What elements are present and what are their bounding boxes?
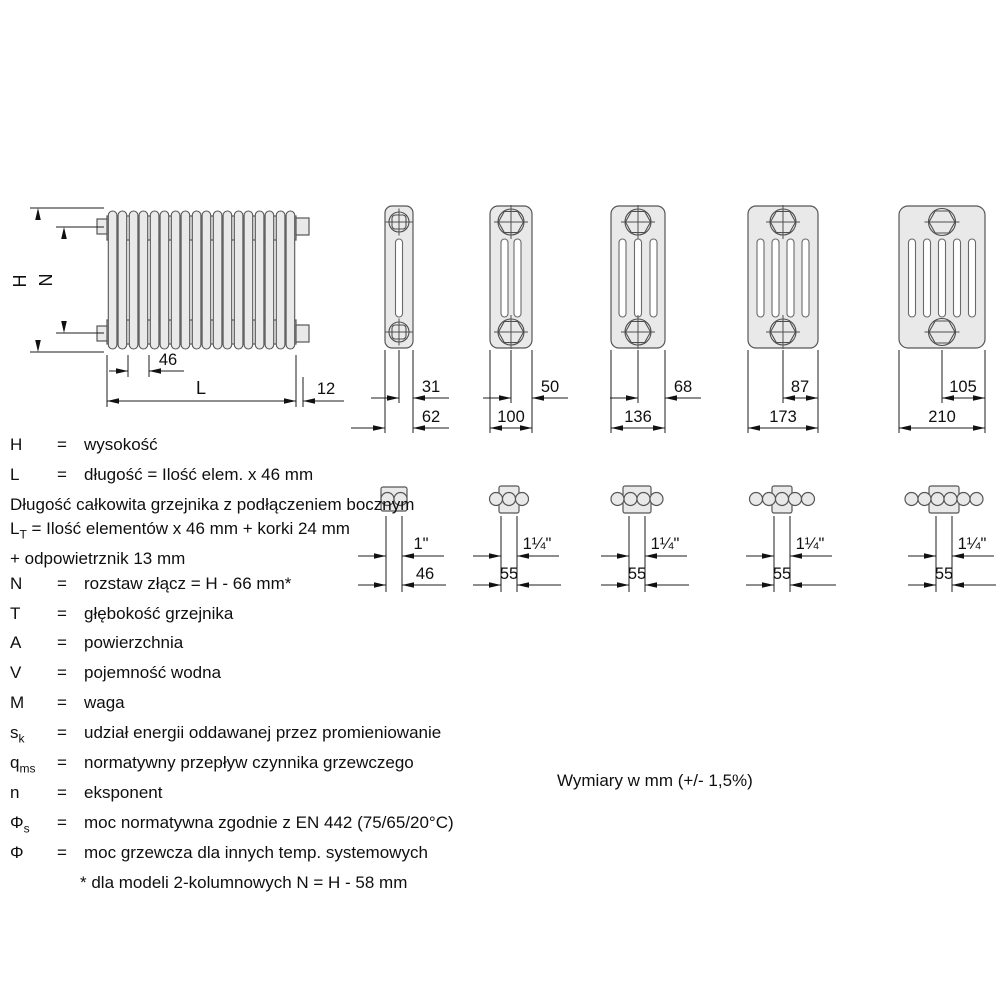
legend-equals: = <box>57 782 67 802</box>
legend-row-V <box>0 661 540 691</box>
symbols-legend <box>0 433 540 895</box>
legend-desc: udział energii oddawanej przez promieniowanie <box>84 723 442 743</box>
legend-row-M <box>0 691 540 721</box>
top-view-5-pitch-label: 55 <box>934 565 954 583</box>
legend-symbol: T <box>10 603 21 623</box>
legend-row-air-vent <box>0 547 540 572</box>
legend-desc: powierzchnia <box>84 633 184 653</box>
legend-text: = Ilość elementów x 46 mm + korki 24 mm <box>26 519 350 539</box>
top-view-1-pitch-label: 46 <box>415 565 435 583</box>
legend-row-phi-s <box>0 811 540 841</box>
legend-symbol: n <box>10 782 20 802</box>
side-extension-label: 12 <box>316 380 336 398</box>
legend-row-T <box>0 602 540 632</box>
legend-symbol: Φ <box>10 842 24 862</box>
length-L-label: L <box>195 378 207 398</box>
right-plug-top <box>296 218 309 235</box>
legend-row-total-length-note <box>0 493 540 518</box>
legend-text: * dla modeli 2-kolumnowych N = H - 58 mm <box>80 872 408 892</box>
legend-symbol: q <box>10 753 20 773</box>
profile-5-depth-label: 173 <box>769 408 797 426</box>
legend-equals: = <box>57 693 67 713</box>
legend-symbol: s <box>10 723 19 743</box>
height-H-label: H <box>10 274 30 288</box>
top-view-2-thread-label: 1¼" <box>522 535 552 553</box>
profile-6-half-depth-label: 105 <box>949 378 977 396</box>
top-view-6-column <box>905 486 996 592</box>
column-profile-4 <box>610 205 701 433</box>
legend-desc: moc grzewcza dla innych temp. systemowych <box>84 842 428 862</box>
legend-desc: waga <box>84 693 125 713</box>
legend-symbol: L <box>10 464 20 484</box>
legend-equals: = <box>57 633 67 653</box>
legend-desc: długość = Ilość elem. x 46 mm <box>84 464 314 484</box>
legend-desc: eksponent <box>84 782 163 802</box>
column-profile-5 <box>748 205 818 433</box>
legend-equals: = <box>57 842 67 862</box>
legend-row-L <box>0 463 540 493</box>
legend-desc: wysokość <box>84 435 158 454</box>
legend-equals: = <box>57 812 67 832</box>
profile-2-depth-label: 62 <box>421 408 441 426</box>
top-view-2-pitch-label: 55 <box>499 565 519 583</box>
legend-row-qms <box>0 751 540 781</box>
top-view-3-thread-label: 1¼" <box>650 535 680 553</box>
column-profile-3 <box>483 205 568 433</box>
legend-equals: = <box>57 464 67 484</box>
profile-3-half-depth-label: 50 <box>540 378 560 396</box>
dimensions-unit-note: Wymiary w mm (+/- 1,5%) <box>557 771 753 790</box>
profile-5-half-depth-label: 87 <box>790 378 810 396</box>
legend-text: Długość całkowita grzejnika z podłączeniem bocznym <box>10 494 415 514</box>
legend-text: + odpowietrznik 13 mm <box>10 549 186 569</box>
front-height-dimensions <box>10 208 104 352</box>
legend-row-N <box>0 572 540 602</box>
legend-symbol: A <box>10 633 22 653</box>
legend-desc: głębokość grzejnika <box>84 603 234 623</box>
legend-symbol: V <box>10 663 22 683</box>
legend-row-LT <box>0 517 540 547</box>
profile-4-depth-label: 136 <box>624 408 652 426</box>
top-view-3-pitch-label: 55 <box>627 565 647 583</box>
profile-2-half-depth-label: 31 <box>421 378 441 396</box>
top-view-4-pitch-label: 55 <box>772 565 792 583</box>
legend-symbol: H <box>10 435 23 454</box>
front-length-dimensions <box>107 351 344 407</box>
legend-footnote <box>0 871 540 896</box>
legend-desc: rozstaw złącz = H - 66 mm* <box>84 573 292 593</box>
legend-desc: pojemność wodna <box>84 663 222 683</box>
top-view-4-column <box>601 486 689 592</box>
column-profile-6 <box>899 206 985 433</box>
legend-symbol: N <box>10 573 23 593</box>
radiator-front-view <box>97 211 309 349</box>
legend-symbol: Φ <box>10 812 24 832</box>
legend-symbol-sub: k <box>18 731 25 746</box>
legend-equals: = <box>57 435 67 454</box>
legend-row-phi <box>0 841 540 871</box>
legend-symbol-sub: T <box>19 527 27 542</box>
legend-row-n <box>0 781 540 811</box>
spacing-N-label: N <box>36 273 56 287</box>
legend-symbol-sub: s <box>23 821 30 836</box>
legend-equals: = <box>57 723 67 743</box>
column-profile-2 <box>351 206 449 433</box>
legend-desc: moc normatywna zgodnie z EN 442 (75/65/20°C) <box>84 812 454 832</box>
legend-symbol: M <box>10 693 25 713</box>
element-width-label: 46 <box>158 351 178 369</box>
top-view-1-thread-label: 1" <box>413 535 429 553</box>
profile-4-half-depth-label: 68 <box>673 378 693 396</box>
legend-equals: = <box>57 603 67 623</box>
top-view-4-thread-label: 1¼" <box>795 535 825 553</box>
profile-3-depth-label: 100 <box>497 408 525 426</box>
legend-row-H <box>0 433 540 463</box>
right-plug-bottom <box>296 325 309 342</box>
legend-text: L <box>10 519 20 539</box>
legend-desc: normatywny przepływ czynnika grzewczego <box>84 753 414 773</box>
legend-equals: = <box>57 663 67 683</box>
legend-equals: = <box>57 573 67 593</box>
legend-row-A <box>0 631 540 661</box>
legend-equals: = <box>57 753 67 773</box>
profile-6-depth-label: 210 <box>928 408 956 426</box>
legend-row-sk <box>0 721 540 751</box>
top-view-5-thread-label: 1¼" <box>957 535 987 553</box>
legend-symbol-sub: ms <box>19 761 36 776</box>
top-view-5-column <box>746 486 836 592</box>
